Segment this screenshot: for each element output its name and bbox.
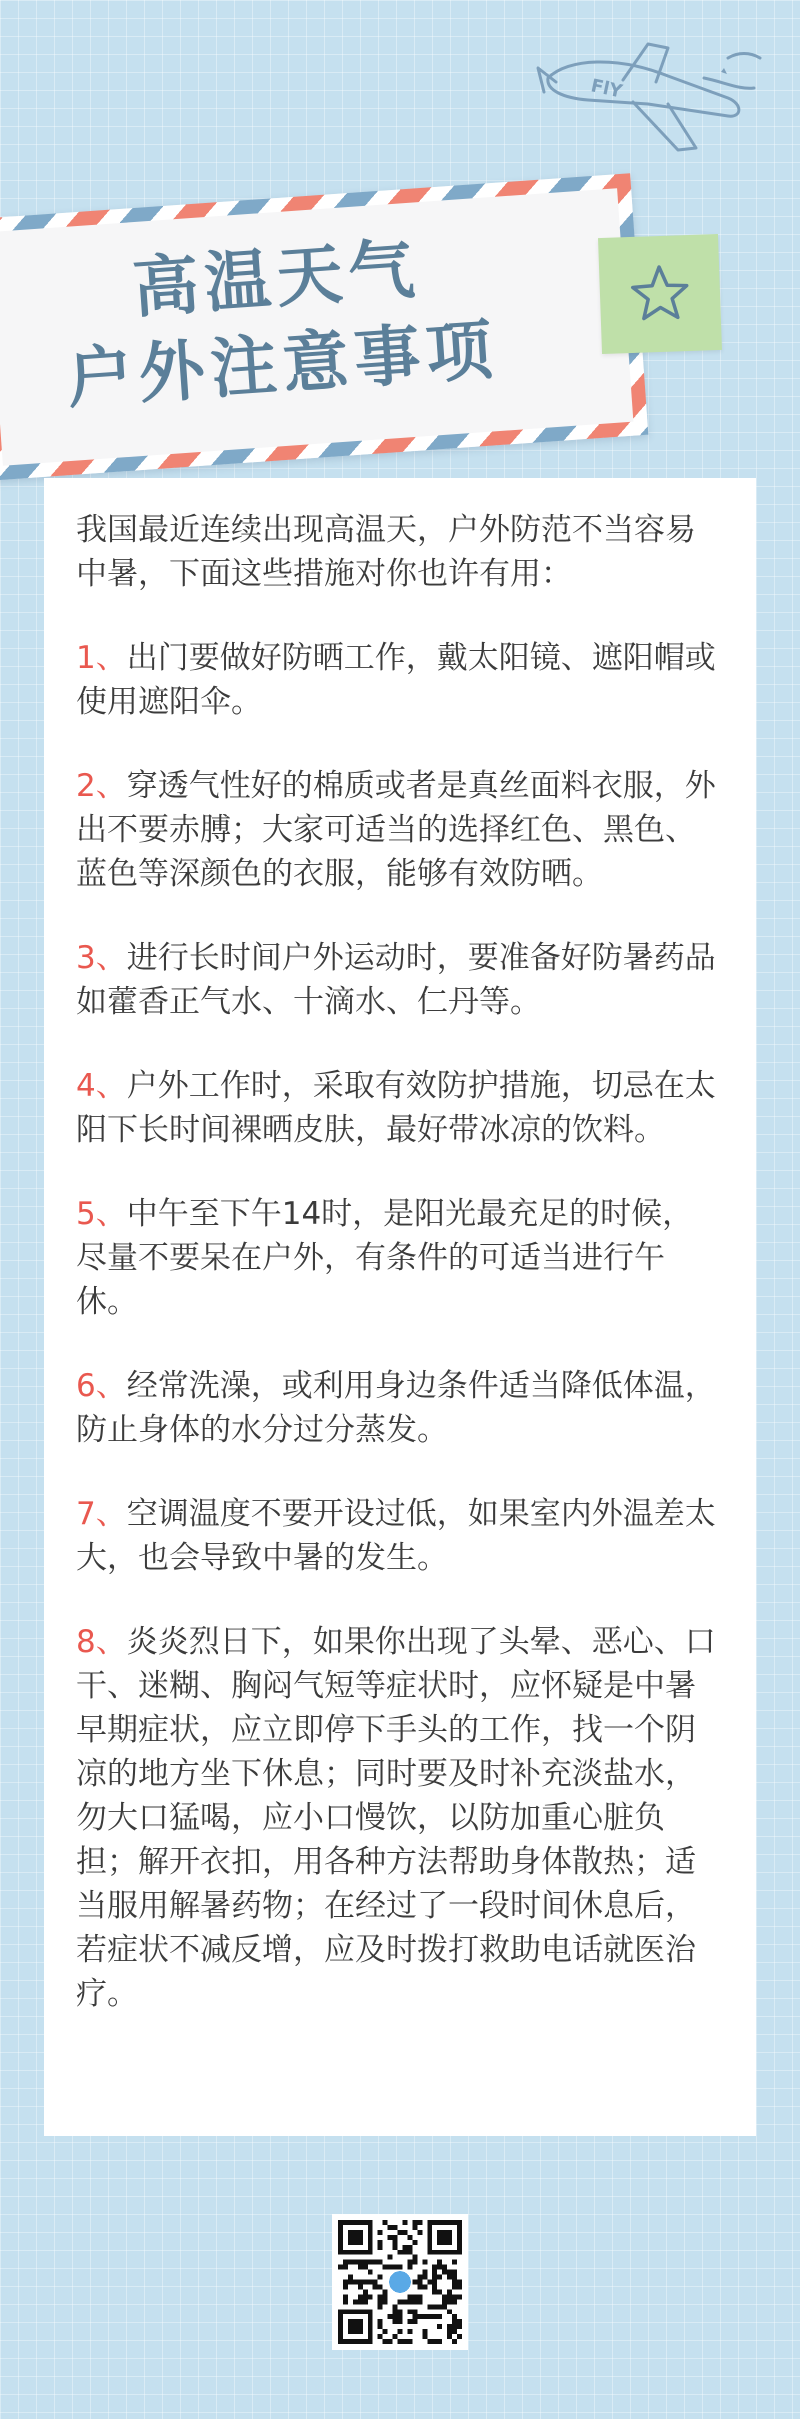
airplane-icon (528, 38, 768, 168)
tip-text: 中午至下午14时，是阳光最充足的时候，尽量不要呆在户外，有条件的可适当进行午休。 (76, 1196, 694, 1320)
content-card (44, 478, 756, 2136)
tip-number: 6、 (76, 1368, 127, 1404)
tip-item (76, 1064, 724, 1152)
tip-number: 5、 (76, 1196, 127, 1232)
tip-text: 经常洗澡，或利用身边条件适当降低体温，防止身体的水分过分蒸发。 (76, 1368, 716, 1448)
tip-item (76, 636, 724, 724)
tip-item (76, 764, 724, 896)
tip-text: 户外工作时，采取有效防护措施，切忌在太阳下长时间裸晒皮肤，最好带冰凉的饮料。 (76, 1068, 716, 1148)
tip-text: 空调温度不要开设过低，如果室内外温差太大，也会导致中暑的发生。 (76, 1496, 716, 1576)
title-banner (0, 173, 648, 480)
tip-number: 2、 (76, 768, 127, 804)
title-line-1: 高温天气 (130, 230, 423, 328)
tip-text: 出门要做好防晒工作，戴太阳镜、遮阳帽或使用遮阳伞。 (76, 640, 716, 720)
tip-text: 穿透气性好的棉质或者是真丝面料衣服，外出不要赤膊；大家可适当的选择红色、黑色、蓝色等深颜色的衣服，能够有效防晒。 (76, 768, 716, 892)
tip-item (76, 1364, 724, 1452)
tip-number: 3、 (76, 940, 127, 976)
tip-item (76, 1492, 724, 1580)
qr-code[interactable] (332, 2214, 468, 2350)
tip-item (76, 1192, 724, 1324)
tip-number: 8、 (76, 1624, 127, 1660)
tip-item (76, 936, 724, 1024)
tip-number: 7、 (76, 1496, 127, 1532)
intro-paragraph: 我国最近连续出现高温天，户外防范不当容易中暑，下面这些措施对你也许有用： (76, 512, 696, 592)
page-title (0, 216, 571, 427)
tip-item (76, 1620, 724, 2016)
tip-number: 1、 (76, 640, 127, 676)
banner-panel (0, 188, 633, 466)
star-icon (626, 260, 694, 328)
title-line-2: 户外注意事项 (64, 311, 501, 418)
tip-text: 进行长时间户外运动时，要准备好防暑药品如藿香正气水、十滴水、仁丹等。 (76, 940, 716, 1020)
tip-number: 4、 (76, 1068, 127, 1104)
tip-text: 炎炎烈日下，如果你出现了头晕、恶心、口干、迷糊、胸闷气短等症状时，应怀疑是中暑早期症状，应立即停下手头的工作，找一个阴凉的地方坐下休息；同时要及时补充淡盐水，勿大口猛喝，应小口慢饮，以防加重心脏负担；解开衣扣，用各种方法帮助身体散热；适当服用解暑药物；在经过了一段时间休息后，若症状不减反增，应及时拨打救助电话就医治疗。 (76, 1624, 716, 2012)
qr-code-icon (338, 2220, 462, 2344)
stamp (598, 234, 722, 354)
plane-text: FlY (588, 75, 625, 103)
